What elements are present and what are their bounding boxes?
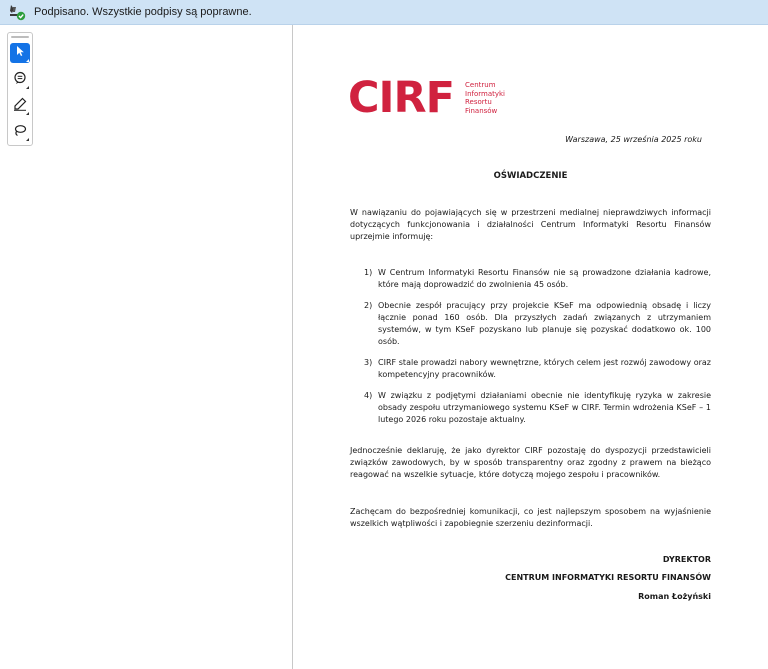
statement-list	[350, 267, 711, 435]
signature-valid-icon[interactable]	[8, 3, 26, 21]
signature-status-bar	[0, 0, 768, 25]
logo-subtitle-line: Centrum	[465, 81, 496, 89]
cursor-arrow-icon	[14, 44, 26, 62]
document-title: OŚWIADCZENIE	[493, 171, 568, 181]
list-item-text: W związku z podjętymi działaniami obecnie nie identyfikuję ryzyka w zakresie obsady zespołu utrzymaniowego systemu KSeF w CIRF. Termin wdrożenia KSeF – 1 lutego 2026 roku pozostaje aktualny.	[378, 391, 711, 424]
list-item	[350, 300, 711, 348]
closing-paragraph: Zachęcam do bezpośredniej komunikacji, co jest najlepszym sposobem na wyjaśnienie wszelkich wątpliwości i zapobiegnie szerzeniu dezinformacji.	[350, 507, 711, 528]
highlight-tool[interactable]	[10, 96, 30, 116]
signature-status-text: Podpisano. Wszystkie podpisy są poprawne.	[34, 6, 252, 18]
lasso-icon	[13, 123, 27, 142]
signature-institution: CENTRUM INFORMATYKI RESORTU FINANSÓW	[505, 573, 711, 582]
document-page	[293, 25, 768, 669]
logo-wordmark: CIRF	[348, 73, 455, 123]
list-item-number: 1)	[364, 268, 373, 277]
signature-name: Roman Łożyński	[638, 592, 711, 601]
list-item-number: 2)	[364, 301, 373, 310]
intro-paragraph: W nawiązaniu do pojawiających się w przestrzeni medialnej nieprawdziwych informacji dotyczących funkcjonowania i działalności Centrum Informatyki Resortu Finansów uprzejmie informuję:	[350, 208, 711, 241]
list-item-number: 4)	[364, 391, 373, 400]
lasso-tool[interactable]	[10, 122, 30, 142]
comment-icon	[13, 71, 27, 90]
place-date: Warszawa, 25 września 2025 roku	[565, 135, 702, 144]
list-item-text: CIRF stale prowadzi nabory wewnętrzne, których celem jest rozwój zawodowy oraz kompetencyjny pracowników.	[378, 358, 711, 379]
annotation-toolbar	[7, 32, 33, 146]
pen-icon	[13, 97, 27, 116]
logo-subtitle	[465, 81, 535, 115]
list-item-number: 3)	[364, 358, 373, 367]
comment-tool[interactable]	[10, 70, 30, 90]
logo-subtitle-line: Resortu	[465, 98, 492, 106]
left-pane	[0, 25, 292, 669]
list-item-text: W Centrum Informatyki Resortu Finansów nie są prowadzone działania kadrowe, które mają doprowadzić do zwolnienia 45 osób.	[378, 268, 711, 289]
list-item	[350, 357, 711, 381]
logo-subtitle-line: Finansów	[465, 106, 498, 115]
select-tool[interactable]	[10, 43, 30, 63]
list-item	[350, 390, 711, 426]
declaration-paragraph: Jednocześnie deklaruję, że jako dyrektor CIRF pozostaję do dyspozycji przedstawicieli związków zawodowych, by w sposób transparentny oraz zgodny z prawem na bieżąco reagować na wszelkie sytuacje, które dotyczą mojego zespołu i pracowników.	[350, 446, 711, 479]
signature-role: DYREKTOR	[662, 555, 711, 564]
list-item-text: Obecnie zespół pracujący przy projekcie KSeF ma odpowiednią obsadę i liczy łącznie ponad 160 osób. Dla przyszłych zadań związanych z utrzymaniem systemów, w tym KSeF pozyskano lub planuje się pozyskać dodatkowo ok. 100 osób.	[378, 301, 711, 346]
cirf-logo	[348, 73, 505, 123]
logo-subtitle-line: Informatyki	[465, 89, 505, 98]
toolbar-grip[interactable]	[11, 36, 29, 38]
list-item	[350, 267, 711, 291]
